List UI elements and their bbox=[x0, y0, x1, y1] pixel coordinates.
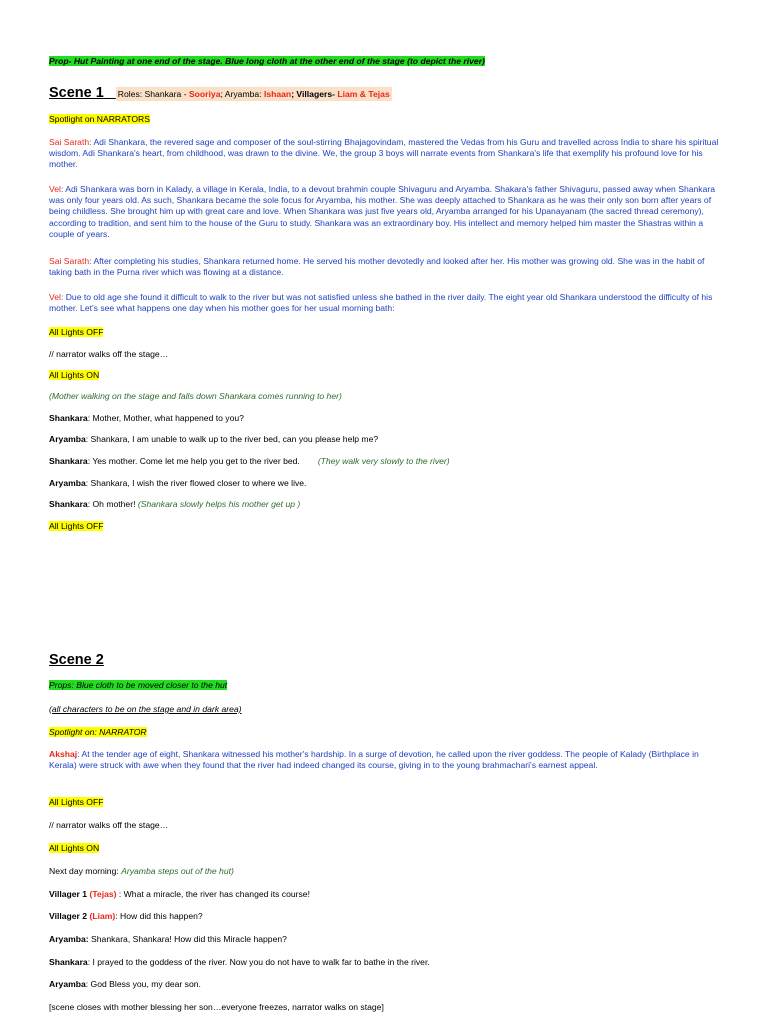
scene2-spotlight: Spotlight on: NARRATOR bbox=[49, 727, 147, 737]
scene1-narration-2: Vel: Adi Shankara was born in Kalady, a village in Kerala, India, to a devout brahmin couple Shivaguru and Aryamba. Shakara's father Shivaguru, passed away when Shankara was only four years old. As such, Shankara became the sole focus for Aryamba, his mother. She was deeply attached to Shankara as he was their only son born after years of being childless. She brought him up with great care and love. When Shankara was just five years old, Aryamba arranged for his Upanayanam (the sacred thread ceremony), according to tradition, and sent him to the house of the Guru to study. Shankara was an extraordinary boy. His intellect and memory helped him master the Shastras within a couple of years. bbox=[49, 184, 716, 239]
scene1-lights-on: All Lights ON bbox=[49, 370, 100, 380]
scene2-lights-off: All Lights OFF bbox=[49, 797, 104, 807]
scene1-narration-1: Sai Sarath: Adi Shankara, the revered sage and composer of the soul-stirring Bhajagovindam, mastered the Vedas from his Guru and travelled across India to share his spiritual wisdom. Adi Shankara's heart, from childhood, was drawn to the divine. We, the group 3 boys will narrate events from Shankara's life that exemplify his profound love for his mother. bbox=[49, 137, 719, 170]
scene2-lights-on: All Lights ON bbox=[49, 843, 100, 853]
scene1-title: Scene 1 bbox=[49, 85, 104, 101]
scene1-stage-direction: (Mother walking on the stage and falls down Shankara comes running to her) bbox=[49, 391, 342, 401]
scene2-next-day: Next day morning: Aryamba steps out of the hut) bbox=[49, 866, 234, 876]
scene1-narration-3: Sai Sarath: After completing his studies, Shankara returned home. He served his mother devotedly and looked after her. His mother was growing old. She was in the habit of taking bath in the Purna river which was flowing at a distance. bbox=[49, 256, 705, 278]
scene1-lights-off-2: All Lights OFF bbox=[49, 521, 104, 531]
scene2-title: Scene 2 bbox=[49, 652, 104, 668]
scene1-props: Prop- Hut Painting at one end of the stage. Blue long cloth at the other end of the stage (to depict the river) bbox=[49, 56, 485, 66]
scene1-narrator-off: // narrator walks off the stage… bbox=[49, 349, 169, 359]
scene2-dialogue-4: Shankara: I prayed to the goddess of the river. Now you do not have to walk far to bathe in the river. bbox=[49, 957, 430, 967]
scene1-dialogue-4: Aryamba: Shankara, I wish the river flowed closer to where we live. bbox=[49, 478, 307, 488]
scene1-roles: Roles: Shankara - Sooriya; Aryamba: Ishaan; Villagers- Liam & Tejas bbox=[117, 89, 390, 99]
scene2-narration-1: Akshaj: At the tender age of eight, Shankara witnessed his mother's hardship. In a surge of devotion, he called upon the river goddess. The people of Kalady (Birthplace in Kerala) were struck with awe when they found that the river had indeed changed its course, giving in to the young brahmachari's earnest appeal. bbox=[49, 749, 699, 771]
scene1-dialogue-1: Shankara: Mother, Mother, what happened to you? bbox=[49, 413, 244, 423]
scene2-dialogue-5: Aryamba: God Bless you, my dear son. bbox=[49, 979, 201, 989]
scene2-narrator-off: // narrator walks off the stage… bbox=[49, 820, 169, 830]
scene2-characters: (all characters to be on the stage and in dark area) bbox=[49, 704, 242, 714]
scene1-heading bbox=[49, 84, 721, 103]
scene1-spotlight: Spotlight on NARRATORS bbox=[49, 114, 150, 124]
scene2-heading bbox=[49, 651, 721, 670]
scene2-closing: [scene closes with mother blessing her son…everyone freezes, narrator walks on stage] bbox=[49, 1002, 384, 1012]
scene2-dialogue-2: Villager 2 (Liam): How did this happen? bbox=[49, 911, 203, 921]
scene2-dialogue-3: Aryamba: Shankara, Shankara! How did this Miracle happen? bbox=[49, 934, 287, 944]
scene1-dialogue-2: Aryamba: Shankara, I am unable to walk up to the river bed, can you please help me? bbox=[49, 434, 379, 444]
scene2-dialogue-1: Villager 1 (Tejas) : What a miracle, the river has changed its course! bbox=[49, 889, 310, 899]
scene1-lights-off-1: All Lights OFF bbox=[49, 327, 104, 337]
scene1-dialogue-5: Shankara: Oh mother! (Shankara slowly helps his mother get up ) bbox=[49, 499, 301, 509]
scene1-dialogue-3: Shankara: Yes mother. Come let me help you get to the river bed. (They walk very slowly to the river) bbox=[49, 456, 450, 466]
scene2-props: Props: Blue cloth to be moved closer to the hut bbox=[49, 680, 228, 690]
scene1-narration-4: Vel: Due to old age she found it difficult to walk to the river but was not satisfied unless she bathed in the river daily. The eight year old Shankara understood the difficulty of his mother. Let's see what happens one day when his mother goes for her usual morning bath: bbox=[49, 292, 713, 314]
